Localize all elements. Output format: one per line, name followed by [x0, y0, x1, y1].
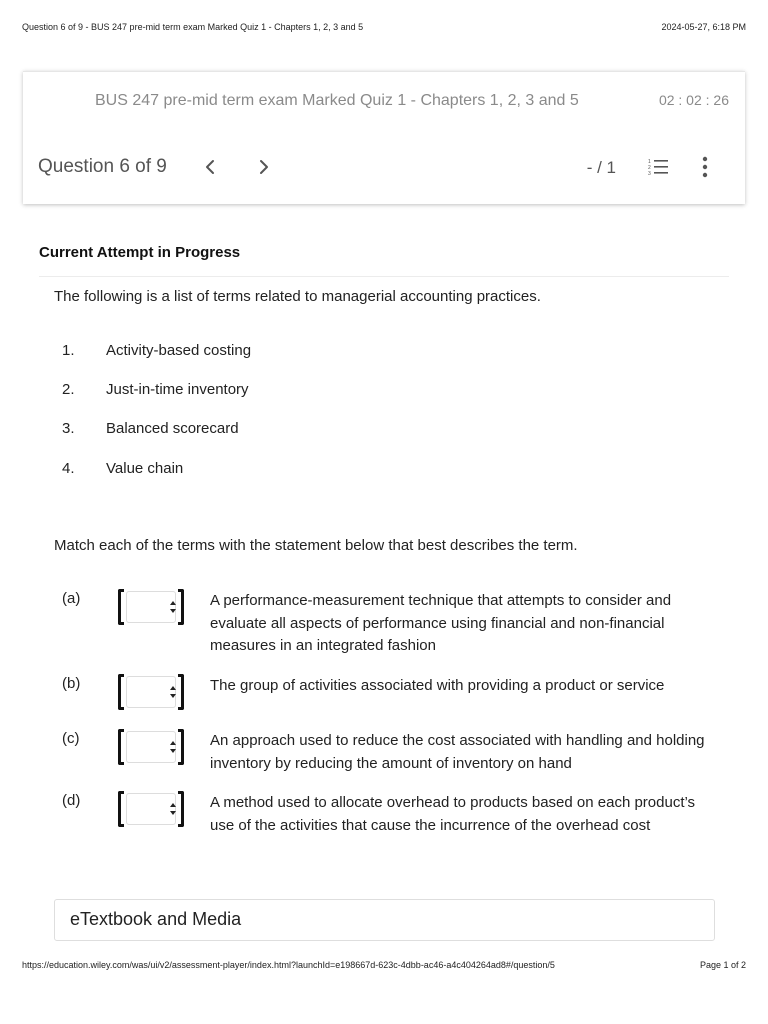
match-select-a[interactable]	[118, 589, 184, 625]
divider	[39, 276, 729, 277]
previous-question-button[interactable]	[199, 154, 223, 180]
select-arrows-icon	[169, 683, 177, 701]
match-letter: (c)	[62, 730, 80, 747]
question-counter: Question 6 of 9	[38, 156, 167, 177]
more-options-button[interactable]	[699, 156, 711, 178]
question-intro: The following is a list of terms related to managerial accounting practices.	[54, 288, 541, 305]
select-arrows-icon	[169, 598, 177, 616]
print-footer	[22, 960, 746, 974]
match-letter: (a)	[62, 590, 81, 607]
select-arrows-icon	[169, 800, 177, 818]
match-select-b[interactable]	[118, 674, 184, 710]
print-footer-url: https://education.wiley.com/was/ui/v2/assessment-player/index.html?launchId=e198667d-623c-4dbb-ac46-a4c404264ad8#/question/5	[22, 960, 555, 970]
term-text: Activity-based costing	[106, 342, 252, 359]
term-text: Just-in-time inventory	[106, 381, 249, 399]
svg-text:1: 1	[648, 159, 651, 165]
chevron-left-icon	[199, 154, 223, 180]
match-letter: (d)	[62, 792, 81, 809]
match-letter: (b)	[62, 675, 81, 692]
match-description: The group of activities associated with providing a product or service	[210, 677, 665, 694]
print-header	[22, 22, 746, 36]
print-header-datetime: 2024-05-27, 6:18 PM	[661, 22, 746, 32]
match-description: An approach used to reduce the cost associated with handling and holding inventory by reducing the amount of inventory on hand	[210, 732, 705, 772]
select-arrows-icon	[169, 738, 177, 756]
match-select-d[interactable]	[118, 791, 184, 827]
print-footer-page: Page 1 of 2	[699, 960, 746, 970]
term-number: 3.	[62, 420, 75, 438]
question-score: - / 1	[586, 158, 616, 177]
chevron-right-icon	[251, 154, 275, 180]
quiz-title: BUS 247 pre-mid term exam Marked Quiz 1 - Chapters 1, 2, 3 and 5	[95, 92, 579, 109]
more-vertical-icon	[699, 156, 711, 178]
etextbook-media-panel[interactable]: eTextbook and Media	[54, 899, 715, 941]
match-description: A performance-measurement technique that attempts to consider and evaluate all aspects of performance using financial and non-financial measures in an integrated fashion	[210, 592, 672, 654]
question-list-button[interactable]	[648, 158, 668, 176]
svg-text:2: 2	[648, 165, 651, 171]
term-text: Value chain	[106, 459, 184, 477]
term-number: 1.	[62, 342, 75, 359]
attempt-status-heading: Current Attempt in Progress	[39, 244, 241, 261]
print-header-title: Question 6 of 9 - BUS 247 pre-mid term exam Marked Quiz 1 - Chapters 1, 2, 3 and 5	[22, 22, 364, 32]
numbered-list-icon	[648, 158, 668, 176]
quiz-timer: 02 : 02 : 26	[658, 92, 729, 108]
next-question-button[interactable]	[251, 154, 275, 180]
quiz-header-card	[23, 71, 745, 204]
term-text: Balanced scorecard	[106, 420, 239, 438]
match-select-c[interactable]	[118, 729, 184, 765]
svg-text:3: 3	[648, 171, 651, 176]
matching-instruction: Match each of the terms with the statement below that best describes the term.	[54, 537, 578, 554]
match-description: A method used to allocate overhead to products based on each product’s use of the activities that cause the incurrence of the overhead cost	[210, 794, 696, 834]
term-number: 2.	[62, 381, 75, 399]
term-number: 4.	[62, 459, 75, 477]
